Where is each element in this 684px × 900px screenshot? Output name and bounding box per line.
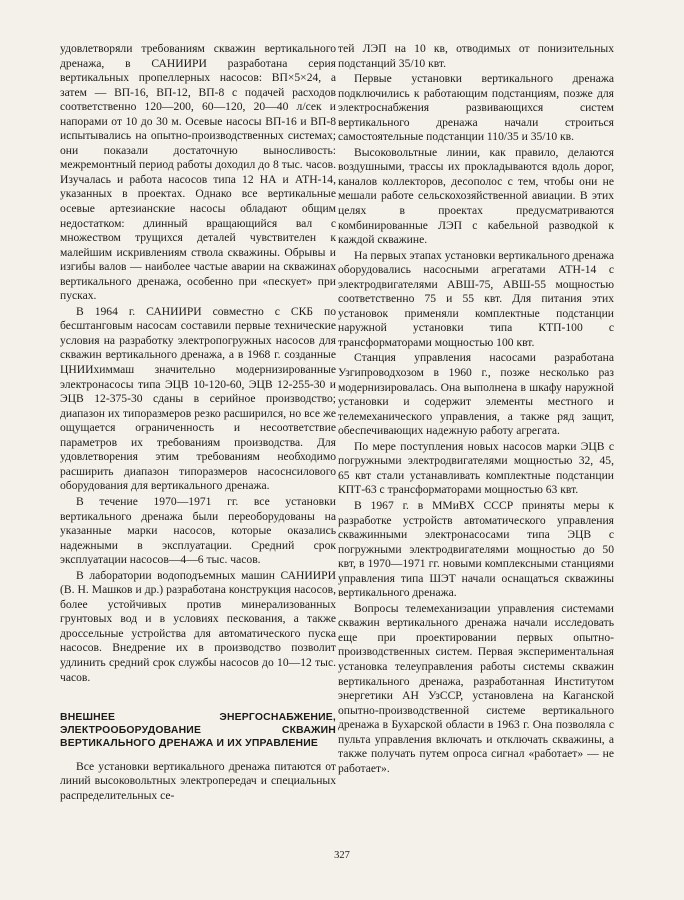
page-number: 327: [334, 850, 350, 861]
paragraph: В течение 1970—1971 гг. все установки вертикального дренажа были переоборудованы на указанные марки насосов, которые оказались надежными в эксплуатации. Средний срок эксплуатации насосов—4—6 тыс. часов.: [60, 494, 336, 567]
paragraph: Первые установки вертикального дренажа подключились к работающим подстанциям, позже для электроснабжения развивающихся систем вертикального дренажа начали строиться самостоятельные подстанции 110/35 и 35/10 кв.: [338, 72, 614, 144]
left-column: [60, 42, 336, 803]
paragraph: В 1967 г. в ММиВХ СССР приняты меры к разработке устройств автоматического управления скважинными электронасосами типа ЭЦВ с погружными электродвигателями мощностью до 50 квт, в 1970—1971 гг. новыми комплексными станциями управления типа ШЭТ начали оснащаться скважины вертикального дренажа.: [338, 498, 614, 600]
paragraph: удовлетворяли требованиям скважин вертикального дренажа, в САНИИРИ разработана серия вертикальных пропеллерных насосов: ВП×5×24, а затем — ВП-16, ВП-12, ВП-8 с подачей расходов соответственно 120—200, 60—120, 20—40 л/сек и напорами от 10 до 30 м. Осевые насосы ВП-16 и ВП-8 испытывались на опытно-производственных системах; они показали достаточную выносливость: межремонтный период работы доходил до 8 тыс. часов. Изучалась и работа насосов типа 12 НА и АТН-14, указанных в проектах. Однако все вертикальные осевые артезианские насосы обладают общим недостатком: длинный вращающийся вал с множеством трущихся деталей чувствителен к малейшим искривлениям ствола скважины. Обрывы и изгибы валов — наиболее частые аварии на скважинах вертикального дренажа, особенно при «пескует» при пусках.: [60, 42, 336, 303]
right-column: [338, 42, 614, 776]
paragraph: тей ЛЭП на 10 кв, отводимых от понизительных подстанций 35/10 квт.: [338, 42, 614, 70]
paragraph: Вопросы телемеханизации управления системами скважин вертикального дренажа начали исследовать еще при проектировании первых опытно-производственных систем. Первая экспериментальная установка телеуправления работы системы скважин вертикального дренажа, разработанная Институтом энергетики АН УзССР, установлена на Каганской опытно-производственной системе вертикального дренажа в Бухарской области в 1963 г. Она позволяла с пульта управления включать и отключать скважины, а также получать путем опроса сигнал «работает» — не работает».: [338, 601, 614, 775]
paragraph: В лаборатории водоподъемных машин САНИИРИ (В. Н. Машков и др.) разработана конструкция насосов, более устойчивых против минерализованных грунтовых вод и в условиях пескования, а также дроссельные устройства для автоматического пуска насосов. Внедрение их в производство позволит удлинить средний срок службы насосов до 10—12 тыс. часов.: [60, 568, 336, 684]
paragraph: Все установки вертикального дренажа питаются от линий высоковольтных электропередач и специальных распределительных се-: [60, 759, 336, 802]
section-heading: ВНЕШНЕЕ ЭНЕРГОСНАБЖЕНИЕ, ЭЛЕКТРООБОРУДОВАНИЕ СКВАЖИН ВЕРТИКАЛЬНОГО ДРЕНАЖА И ИХ УПРАВЛЕНИЕ: [60, 712, 336, 750]
paragraph: В 1964 г. САНИИРИ совместно с СКБ по бесштанговым насосам составили первые технические условия на разработку электропогружных насосов для скважин вертикального дренажа, а в 1968 г. созданные ЦНИИхиммаш значительно модернизированные электронасосы типа ЭЦВ 10-120-60, ЭЦВ 12-255-30 и ЭЦВ 12-375-30 сданы в серийное производство; диапазон их типоразмеров резко расширился, но все же ощущается ограниченность и несоответствие параметров их требованиям производства. Для удовлетворения этим требованиям необходимо расширить диапазон типоразмеров насоснсилового оборудования для вертикального дренажа.: [60, 304, 336, 493]
paragraph: По мере поступления новых насосов марки ЭЦВ с погружными электродвигателями мощностью 32, 45, 65 квт стали устанавливать комплектные подстанции КПТ-63 с трансформаторами мощностью 63 квт.: [338, 439, 614, 497]
paragraph: На первых этапах установки вертикального дренажа оборудовались насосными агрегатами АТН-14 с электродвигателями АВШ-75, АВШ-55 мощностью соответственно 75 и 55 квт. Для питания этих установок применяли комплектные подстанции наружной установки типа КТП-100 с трансформаторами мощностью 100 квт.: [338, 248, 615, 349]
paragraph: Высоковольтные линии, как правило, делаются воздушными, трассы их прокладываются вдоль дорог, каналов коллекторов, десополос с тем, чтобы они не мешали работе сельскохозяйственной авиации. В этих целях в проектах предусматриваются комбинированные ЛЭП с кабельной разводкой к каждой скважине.: [338, 145, 614, 247]
paragraph: Станция управления насосами разработана Узгипроводхозом в 1960 г., позже несколько раз модернизировалась. Она выполнена в шкафу наружной установки и содержит элементы местного и телемеханического управления, а также ряд защит, обеспечивающих надежную работу агрегата.: [338, 351, 614, 438]
